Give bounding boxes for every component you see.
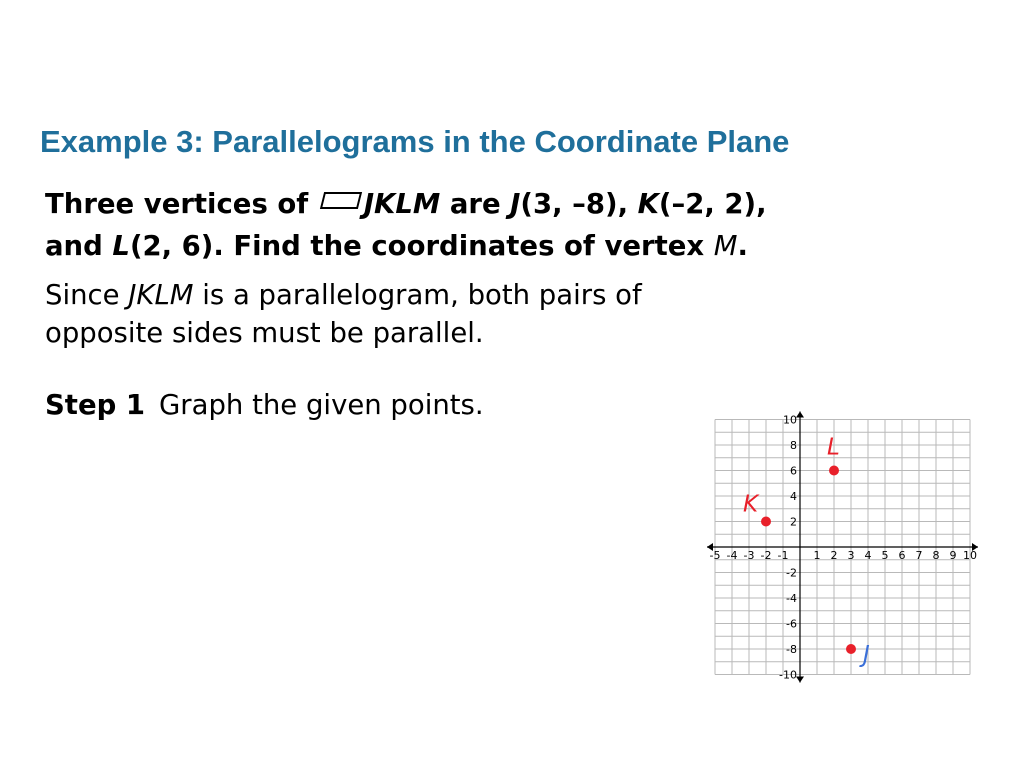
y-tick-label: 6: [790, 464, 797, 478]
problem-statement: [45, 183, 1005, 267]
y-tick-label: -8: [786, 643, 797, 656]
step-label: Step 1: [45, 389, 145, 421]
y-tick-label: -10: [779, 668, 797, 682]
x-tick-label: 6: [898, 549, 906, 562]
y-tick-label: -2: [786, 566, 797, 580]
point-k: [761, 517, 771, 527]
vertex-j-label: J: [510, 188, 521, 220]
explanation-line-2: opposite sides must be parallel.: [45, 317, 484, 349]
slide-title: Example 3: Parallelograms in the Coordinate Plane: [40, 124, 790, 159]
x-tick-label: 3: [847, 549, 855, 562]
x-tick-label: -4: [726, 549, 738, 562]
problem-text: are: [440, 188, 511, 220]
x-tick-label: 10: [963, 549, 977, 562]
x-tick-label: -2: [760, 549, 772, 562]
explanation-text: is a parallelogram, both pairs of: [193, 279, 642, 311]
y-tick-label: 2: [790, 515, 797, 529]
point-label-k: K: [743, 491, 759, 518]
y-tick-label: -6: [786, 617, 797, 631]
y-tick-label: 8: [790, 439, 797, 452]
x-tick-label: 2: [830, 549, 838, 562]
point-label-l: L: [827, 434, 840, 461]
problem-period: .: [737, 230, 748, 262]
problem-text: (2, 6). Find the coordinates of vertex: [129, 230, 714, 262]
vertex-m-label: [714, 230, 738, 262]
point-label-j: J: [863, 642, 870, 668]
y-axis-arrow-down-icon: [796, 677, 804, 683]
parallelogram-name: JKLM: [128, 279, 194, 311]
x-tick-label: 7: [915, 549, 923, 562]
vertex-m-letter: M: [713, 230, 738, 262]
vertex-k-coords: (–2, 2),: [658, 188, 767, 220]
step-1: [45, 386, 484, 424]
point-j: [846, 644, 856, 654]
vertex-k-label: K: [637, 188, 659, 220]
y-tick-label: 10: [783, 413, 797, 427]
x-tick-label: 4: [864, 549, 872, 562]
vertex-j-coords: (3, –8),: [520, 188, 638, 220]
y-tick-label: -4: [786, 592, 797, 605]
problem-text: Three vertices of: [45, 188, 318, 220]
parallelogram-symbol-icon: [320, 192, 362, 209]
explanation-line-1: [45, 276, 845, 314]
x-tick-label: 9: [949, 549, 957, 562]
y-axis-arrow-up-icon: [796, 412, 804, 418]
step-text: Graph the given points.: [159, 389, 484, 421]
x-tick-label: 5: [881, 549, 889, 562]
x-tick-label: -3: [743, 549, 755, 562]
problem-line-1: [45, 183, 1005, 225]
x-tick-label: 8: [932, 549, 940, 562]
explanation-text: Since: [45, 279, 129, 311]
explanation: [45, 276, 845, 352]
coordinate-graph: [700, 404, 990, 686]
vertex-l-label: L: [112, 230, 130, 262]
x-tick-label: -1: [777, 549, 789, 562]
parallelogram-name: JKLM: [363, 188, 441, 220]
x-tick-label: 1: [813, 549, 821, 562]
x-tick-label: -5: [709, 549, 721, 562]
y-tick-label: 4: [790, 490, 797, 503]
problem-line-2: [45, 225, 1005, 267]
point-l: [829, 466, 839, 476]
problem-text: and: [45, 230, 113, 262]
